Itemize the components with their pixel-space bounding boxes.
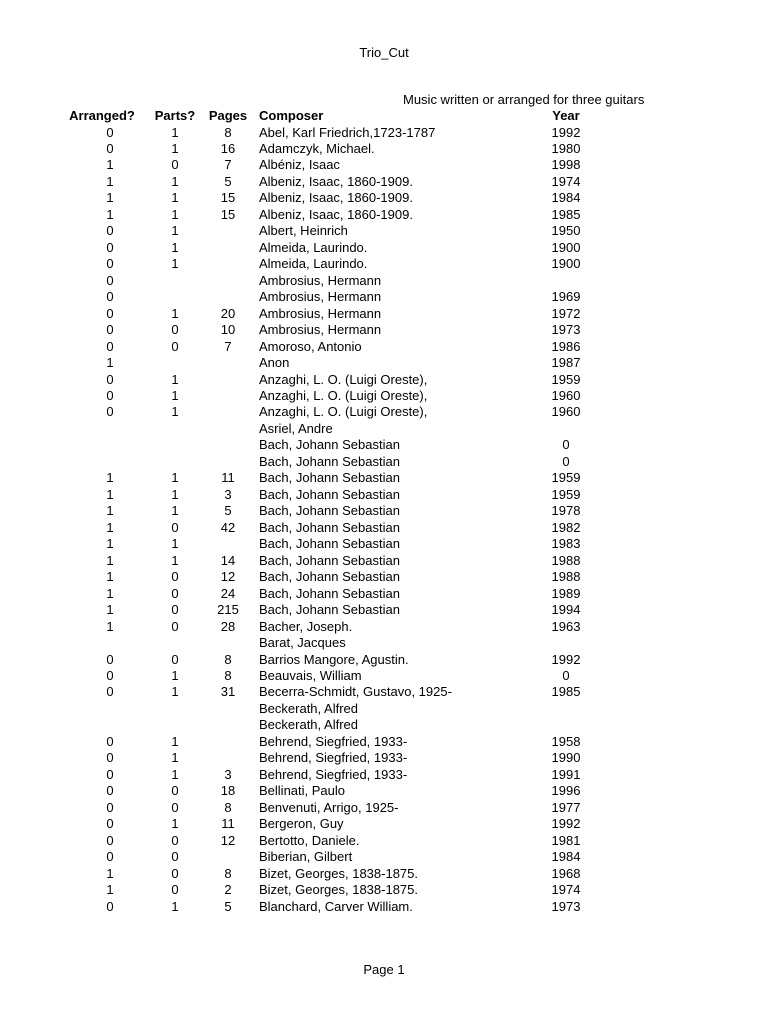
cell-parts: 0: [171, 569, 179, 585]
cell-composer: Behrend, Siegfried, 1933-: [259, 750, 408, 766]
cell-pages: 215: [217, 602, 239, 618]
cell-parts: 1: [171, 388, 179, 403]
table-row: [0, 652, 768, 668]
cell-composer: Beckerath, Alfred: [259, 717, 358, 733]
cell-composer: Beckerath, Alfred: [259, 700, 358, 716]
table-row: [0, 833, 768, 849]
cell-composer: Anzaghi, L. O. (Luigi Oreste),: [259, 388, 428, 403]
table-row: [0, 684, 768, 700]
cell-pages: 3: [224, 766, 232, 782]
cell-pages: 7: [224, 338, 232, 354]
cell-arranged: 0: [106, 322, 114, 338]
cell-year: 1985: [551, 684, 581, 700]
table-row: [0, 174, 768, 190]
cell-year: 1974: [551, 173, 581, 189]
cell-year: 1959: [551, 470, 581, 486]
cell-parts: 1: [171, 486, 179, 502]
cell-pages: 16: [220, 140, 236, 156]
cell-composer: Ambrosius, Hermann: [259, 322, 382, 338]
cell-arranged: 1: [106, 190, 114, 206]
header-year: Year: [552, 108, 580, 123]
cell-composer: Bach, Johann Sebastian: [259, 552, 400, 568]
cell-arranged: 0: [106, 388, 114, 403]
table-row: [0, 882, 768, 898]
cell-year: 0: [562, 437, 570, 453]
table-row: [0, 125, 768, 141]
table-row: [0, 487, 768, 503]
cell-year: 1978: [551, 503, 581, 519]
table-row: [0, 569, 768, 585]
cell-arranged: 1: [106, 882, 114, 898]
table-row: [0, 701, 768, 717]
table-row: [0, 668, 768, 684]
cell-composer: Asriel, Andre: [259, 420, 333, 436]
table-row: [0, 273, 768, 289]
table-row: [0, 454, 768, 470]
table-row: [0, 421, 768, 437]
cell-pages: 5: [224, 503, 232, 519]
cell-arranged: 0: [106, 766, 114, 782]
table-row: [0, 734, 768, 750]
table-row: [0, 372, 768, 388]
cell-parts: 1: [171, 552, 179, 568]
cell-arranged: 1: [106, 618, 114, 634]
cell-year: 1960: [551, 404, 581, 420]
cell-composer: Blanchard, Carver William.: [259, 898, 413, 914]
table-row: [0, 717, 768, 733]
cell-pages: 28: [220, 618, 236, 634]
cell-year: 1984: [551, 190, 581, 206]
header-parts: Parts?: [154, 108, 196, 123]
table-row: [0, 866, 768, 882]
cell-composer: Adamczyk, Michael.: [259, 140, 375, 156]
cell-arranged: 1: [106, 173, 114, 189]
table-row: [0, 602, 768, 618]
cell-year: 1998: [551, 157, 581, 173]
table-row: [0, 520, 768, 536]
table-row: [0, 306, 768, 322]
table-row: [0, 800, 768, 816]
cell-composer: Albéniz, Isaac: [259, 157, 340, 173]
table-body: [0, 125, 768, 916]
cell-arranged: 0: [106, 124, 114, 140]
cell-arranged: 1: [106, 355, 114, 371]
cell-year: 1969: [551, 289, 581, 305]
cell-pages: 14: [220, 552, 236, 568]
cell-pages: 5: [224, 898, 232, 914]
cell-parts: 1: [171, 898, 179, 914]
page-number: Page 1: [363, 962, 405, 977]
cell-arranged: 0: [106, 223, 114, 239]
cell-composer: Bergeron, Guy: [259, 816, 344, 832]
cell-year: 1974: [551, 882, 581, 898]
cell-parts: 1: [171, 223, 179, 239]
table-row: [0, 750, 768, 766]
table-row: [0, 503, 768, 519]
cell-composer: Bach, Johann Sebastian: [259, 470, 400, 486]
cell-arranged: 0: [106, 783, 114, 799]
table-row: [0, 223, 768, 239]
cell-year: 1973: [551, 898, 581, 914]
cell-arranged: 0: [106, 816, 114, 832]
cell-arranged: 0: [106, 898, 114, 914]
cell-parts: 0: [171, 882, 179, 898]
cell-parts: 1: [171, 750, 179, 766]
cell-arranged: 0: [106, 832, 114, 848]
cell-arranged: 1: [106, 585, 114, 601]
cell-parts: 1: [171, 667, 179, 683]
cell-arranged: 0: [106, 289, 114, 305]
table-row: [0, 553, 768, 569]
cell-year: 1988: [551, 569, 581, 585]
table-row: [0, 240, 768, 256]
table-row: [0, 289, 768, 305]
cell-parts: 0: [171, 602, 179, 618]
table-row: [0, 783, 768, 799]
subtitle-container: [380, 92, 645, 108]
cell-composer: Barrios Mangore, Agustin.: [259, 651, 409, 667]
cell-year: 1985: [551, 206, 581, 222]
cell-pages: 10: [220, 322, 236, 338]
cell-arranged: 0: [106, 256, 114, 272]
cell-composer: Bellinati, Paulo: [259, 783, 345, 799]
table-row: [0, 355, 768, 371]
cell-arranged: 1: [106, 536, 114, 552]
cell-pages: 42: [220, 519, 236, 535]
header-pages: Pages: [208, 108, 248, 123]
table-row: [0, 388, 768, 404]
cell-pages: 8: [224, 124, 232, 140]
cell-arranged: 0: [106, 799, 114, 815]
cell-composer: Behrend, Siegfried, 1933-: [259, 733, 408, 749]
cell-composer: Bach, Johann Sebastian: [259, 437, 400, 453]
table-row: [0, 816, 768, 832]
cell-year: 1963: [551, 618, 581, 634]
cell-pages: 8: [224, 667, 232, 683]
cell-year: 1986: [551, 338, 581, 354]
cell-composer: Benvenuti, Arrigo, 1925-: [259, 799, 399, 815]
cell-arranged: 1: [106, 470, 114, 486]
cell-year: 1958: [551, 733, 581, 749]
cell-arranged: 1: [106, 865, 114, 881]
cell-parts: 1: [171, 470, 179, 486]
cell-composer: Bach, Johann Sebastian: [259, 503, 400, 519]
cell-composer: Abel, Karl Friedrich,1723-1787: [259, 124, 436, 140]
cell-parts: 1: [171, 190, 179, 206]
cell-composer: Bach, Johann Sebastian: [259, 486, 400, 502]
cell-parts: 1: [171, 733, 179, 749]
cell-year: 1992: [551, 651, 581, 667]
cell-parts: 1: [171, 503, 179, 519]
cell-composer: Bach, Johann Sebastian: [259, 536, 400, 552]
cell-year: 1959: [551, 371, 581, 387]
cell-year: 1981: [551, 832, 581, 848]
cell-parts: 1: [171, 206, 179, 222]
cell-composer: Barat, Jacques: [259, 635, 346, 651]
cell-parts: 1: [171, 404, 179, 420]
cell-composer: Albeniz, Isaac, 1860-1909.: [259, 190, 413, 206]
cell-parts: 0: [171, 849, 179, 865]
cell-arranged: 0: [106, 404, 114, 420]
header-arranged: Arranged?: [69, 108, 135, 123]
cell-arranged: 0: [106, 140, 114, 156]
table-row: [0, 207, 768, 223]
cell-year: 1992: [551, 816, 581, 832]
cell-parts: 1: [171, 256, 179, 272]
cell-parts: 0: [171, 519, 179, 535]
table-row: [0, 190, 768, 206]
cell-pages: 12: [220, 569, 236, 585]
cell-year: 1983: [551, 536, 581, 552]
cell-parts: 1: [171, 173, 179, 189]
cell-pages: 3: [224, 486, 232, 502]
cell-year: 1982: [551, 519, 581, 535]
cell-composer: Bacher, Joseph.: [259, 618, 353, 634]
cell-parts: 1: [171, 816, 179, 832]
cell-year: 1950: [551, 223, 581, 239]
cell-arranged: 1: [106, 602, 114, 618]
cell-pages: 2: [224, 882, 232, 898]
cell-composer: Albert, Heinrich: [259, 223, 348, 239]
cell-arranged: 0: [106, 684, 114, 700]
cell-parts: 1: [171, 536, 179, 552]
cell-pages: 12: [220, 832, 236, 848]
cell-parts: 1: [171, 124, 179, 140]
cell-parts: 1: [171, 684, 179, 700]
table-row: [0, 157, 768, 173]
table-row: [0, 849, 768, 865]
cell-arranged: 1: [106, 569, 114, 585]
page-title: Trio_Cut: [359, 45, 409, 60]
cell-arranged: 0: [106, 733, 114, 749]
cell-arranged: 0: [106, 849, 114, 865]
cell-composer: Albeniz, Isaac, 1860-1909.: [259, 173, 413, 189]
cell-pages: 31: [220, 684, 236, 700]
cell-pages: 8: [224, 865, 232, 881]
table-row: [0, 256, 768, 272]
cell-arranged: 0: [106, 651, 114, 667]
cell-composer: Ambrosius, Hermann: [259, 289, 382, 305]
cell-year: 1968: [551, 865, 581, 881]
cell-arranged: 1: [106, 206, 114, 222]
cell-year: 1980: [551, 140, 581, 156]
cell-composer: Anzaghi, L. O. (Luigi Oreste),: [259, 404, 428, 420]
cell-composer: Behrend, Siegfried, 1933-: [259, 766, 408, 782]
table-row: [0, 899, 768, 915]
cell-year: 1984: [551, 849, 581, 865]
cell-pages: 18: [220, 783, 236, 799]
cell-parts: 0: [171, 783, 179, 799]
table-header: [0, 108, 768, 124]
cell-composer: Anon: [259, 355, 290, 371]
cell-year: 1989: [551, 585, 581, 601]
cell-arranged: 0: [106, 305, 114, 321]
table-row: [0, 404, 768, 420]
cell-composer: Almeida, Laurindo.: [259, 256, 368, 272]
cell-composer: Albeniz, Isaac, 1860-1909.: [259, 206, 413, 222]
cell-composer: Bizet, Georges, 1838-1875.: [259, 882, 418, 898]
cell-pages: 11: [221, 470, 235, 486]
table-row: [0, 635, 768, 651]
cell-parts: 0: [171, 618, 179, 634]
table-row: [0, 619, 768, 635]
cell-year: 1994: [551, 602, 581, 618]
cell-composer: Becerra-Schmidt, Gustavo, 1925-: [259, 684, 452, 700]
cell-composer: Amoroso, Antonio: [259, 338, 362, 354]
cell-pages: 24: [220, 585, 236, 601]
cell-composer: Biberian, Gilbert: [259, 849, 353, 865]
cell-composer: Bach, Johann Sebastian: [259, 519, 400, 535]
cell-composer: Bertotto, Daniele.: [259, 832, 360, 848]
cell-parts: 1: [171, 305, 179, 321]
cell-pages: 5: [224, 173, 232, 189]
cell-arranged: 0: [106, 750, 114, 766]
cell-parts: 0: [171, 157, 179, 173]
cell-pages: 15: [220, 190, 236, 206]
cell-year: 1960: [551, 388, 581, 403]
table-row: [0, 586, 768, 602]
cell-pages: 20: [220, 305, 236, 321]
table-subtitle: Music written or arranged for three guitars: [403, 92, 645, 107]
cell-year: 0: [562, 453, 570, 469]
cell-parts: 0: [171, 651, 179, 667]
cell-composer: Ambrosius, Hermann: [259, 272, 382, 288]
table-row: [0, 322, 768, 338]
table-row: [0, 536, 768, 552]
cell-parts: 0: [171, 832, 179, 848]
cell-parts: 1: [171, 239, 179, 255]
cell-pages: 15: [220, 206, 236, 222]
table-row: [0, 470, 768, 486]
cell-composer: Bach, Johann Sebastian: [259, 453, 400, 469]
cell-arranged: 0: [106, 338, 114, 354]
table-row: [0, 141, 768, 157]
cell-composer: Bach, Johann Sebastian: [259, 602, 400, 618]
cell-pages: 8: [224, 799, 232, 815]
cell-parts: 1: [171, 140, 179, 156]
cell-parts: 1: [171, 371, 179, 387]
cell-year: 1900: [551, 239, 581, 255]
cell-composer: Bach, Johann Sebastian: [259, 569, 400, 585]
cell-year: 0: [562, 667, 570, 683]
cell-year: 1900: [551, 256, 581, 272]
cell-arranged: 0: [106, 667, 114, 683]
cell-composer: Ambrosius, Hermann: [259, 305, 382, 321]
cell-year: 1977: [551, 799, 581, 815]
cell-year: 1996: [551, 783, 581, 799]
cell-arranged: 1: [106, 486, 114, 502]
cell-year: 1972: [551, 305, 581, 321]
cell-arranged: 0: [106, 239, 114, 255]
table-row: [0, 339, 768, 355]
header-composer: Composer: [259, 108, 324, 123]
table-row: [0, 437, 768, 453]
cell-parts: 0: [171, 322, 179, 338]
cell-arranged: 1: [106, 519, 114, 535]
cell-year: 1988: [551, 552, 581, 568]
cell-parts: 1: [171, 766, 179, 782]
cell-arranged: 1: [106, 503, 114, 519]
cell-arranged: 1: [106, 157, 114, 173]
cell-composer: Anzaghi, L. O. (Luigi Oreste),: [259, 371, 428, 387]
cell-composer: Almeida, Laurindo.: [259, 239, 368, 255]
cell-composer: Beauvais, William: [259, 667, 362, 683]
cell-year: 1991: [551, 766, 581, 782]
cell-year: 1987: [551, 355, 581, 371]
cell-pages: 11: [221, 816, 235, 832]
cell-arranged: 1: [106, 552, 114, 568]
cell-arranged: 0: [106, 272, 114, 288]
cell-parts: 0: [171, 338, 179, 354]
cell-parts: 0: [171, 585, 179, 601]
cell-year: 1992: [551, 124, 581, 140]
cell-parts: 0: [171, 865, 179, 881]
cell-year: 1973: [551, 322, 581, 338]
table-row: [0, 767, 768, 783]
cell-arranged: 0: [106, 371, 114, 387]
cell-composer: Bizet, Georges, 1838-1875.: [259, 865, 418, 881]
cell-pages: 7: [224, 157, 232, 173]
cell-year: 1990: [551, 750, 581, 766]
cell-parts: 0: [171, 799, 179, 815]
cell-pages: 8: [224, 651, 232, 667]
cell-composer: Bach, Johann Sebastian: [259, 585, 400, 601]
cell-year: 1959: [551, 486, 581, 502]
